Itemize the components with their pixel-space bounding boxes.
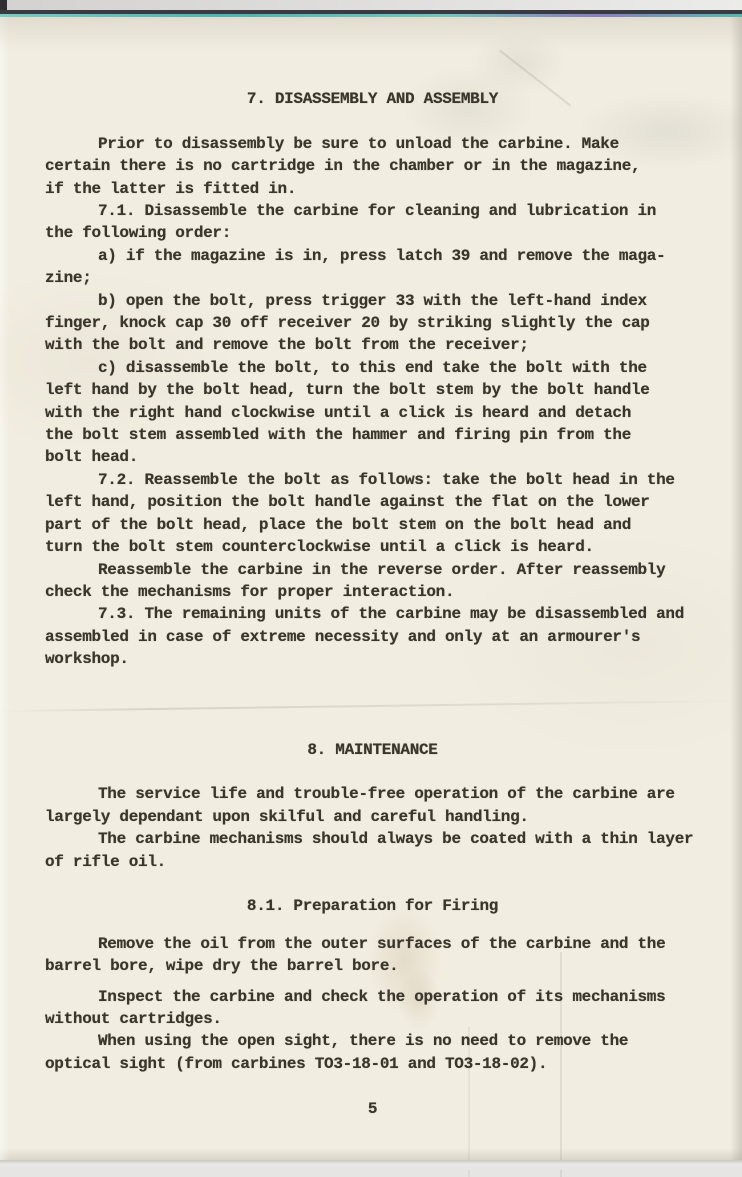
document-line: 7.1. Disassemble the carbine for cleaning and lubrication in	[98, 202, 657, 221]
document-line: without cartridges.	[45, 1009, 222, 1028]
paragraph	[45, 933, 700, 978]
paragraph	[45, 357, 700, 469]
scan-edge-bottom	[0, 1160, 742, 1170]
document-line: the following order:	[45, 224, 232, 243]
document-line: Inspect the carbine and check the operation of its mechanisms	[98, 987, 666, 1006]
section-heading: 7. DISASSEMBLY AND ASSEMBLY	[246, 90, 499, 108]
document-line: with the right hand clockwise until a click is heard and detach	[45, 403, 631, 422]
document-line: zine;	[45, 269, 92, 288]
page-number: 5	[367, 1099, 378, 1118]
document-line: b) open the bolt, press trigger 33 with the left-hand index	[98, 291, 647, 310]
document-line: Reassemble the carbine in the reverse order. After reassembly	[98, 560, 666, 579]
document-line: if the latter is fitted in.	[45, 179, 297, 198]
paragraph	[45, 559, 700, 604]
document-line: assembled in case of extreme necessity and only at an armourer's	[45, 627, 641, 646]
paragraph	[45, 603, 700, 670]
paper-sheet	[0, 17, 742, 1160]
document-line: left hand, position the bolt handle against the flat on the lower	[45, 493, 650, 512]
paragraph	[45, 469, 700, 559]
document-line: check the mechanisms for proper interaction.	[45, 582, 455, 601]
paragraph	[45, 290, 700, 357]
document-line: a) if the magazine is in, press latch 39 and remove the maga-	[98, 246, 666, 265]
document-line: 7.2. Reassemble the bolt as follows: take the bolt head in the	[98, 470, 675, 489]
paragraph	[45, 200, 700, 245]
document-line: with the bolt and remove the bolt from the receiver;	[45, 336, 529, 355]
paragraph	[45, 133, 700, 200]
paragraph	[45, 783, 700, 828]
document-line: optical sight (from carbines TO3-18-01 and TO3-18-02).	[45, 1054, 548, 1073]
section-heading: 8.1. Preparation for Firing	[246, 897, 499, 916]
section-heading: 8. MAINTENANCE	[307, 740, 438, 759]
document-line: The service life and trouble-free operation of the carbine are	[98, 785, 675, 804]
document-line: The carbine mechanisms should always be coated with a thin layer	[98, 830, 694, 849]
paragraph	[45, 245, 700, 290]
document-line: left hand by the bolt head, turn the bolt stem by the bolt handle	[45, 381, 650, 400]
document-line: finger, knock cap 30 off receiver 20 by striking slightly the cap	[45, 314, 650, 333]
document-line: of rifle oil.	[45, 852, 166, 871]
document-line: largely dependant upon skilful and careful handling.	[45, 807, 529, 826]
document-line: the bolt stem assembled with the hammer and firing pin from the	[45, 426, 631, 445]
document-line: Prior to disassembly be sure to unload the carbine. Make	[98, 134, 619, 153]
paragraph	[45, 828, 700, 873]
document-line: 7.3. The remaining units of the carbine may be disassembled and	[98, 605, 684, 624]
document-line: bolt head.	[45, 448, 139, 467]
document-line: Remove the oil from the outer surfaces of the carbine and the	[98, 934, 666, 953]
document-line: certain there is no cartridge in the chamber or in the magazine,	[45, 157, 641, 176]
document-line: c) disassemble the bolt, to this end take the bolt with the	[98, 358, 647, 377]
document-line: turn the bolt stem counterclockwise until a click is heard.	[45, 538, 594, 557]
document-line: When using the open sight, there is no need to remove the	[98, 1032, 629, 1051]
paragraph	[45, 986, 700, 1031]
document-text	[45, 88, 700, 1120]
document-line: part of the bolt head, place the bolt stem on the bolt head and	[45, 515, 631, 534]
document-line: barrel bore, wipe dry the barrel bore.	[45, 957, 399, 976]
document-line: workshop.	[45, 650, 129, 669]
paragraph	[45, 1030, 700, 1075]
